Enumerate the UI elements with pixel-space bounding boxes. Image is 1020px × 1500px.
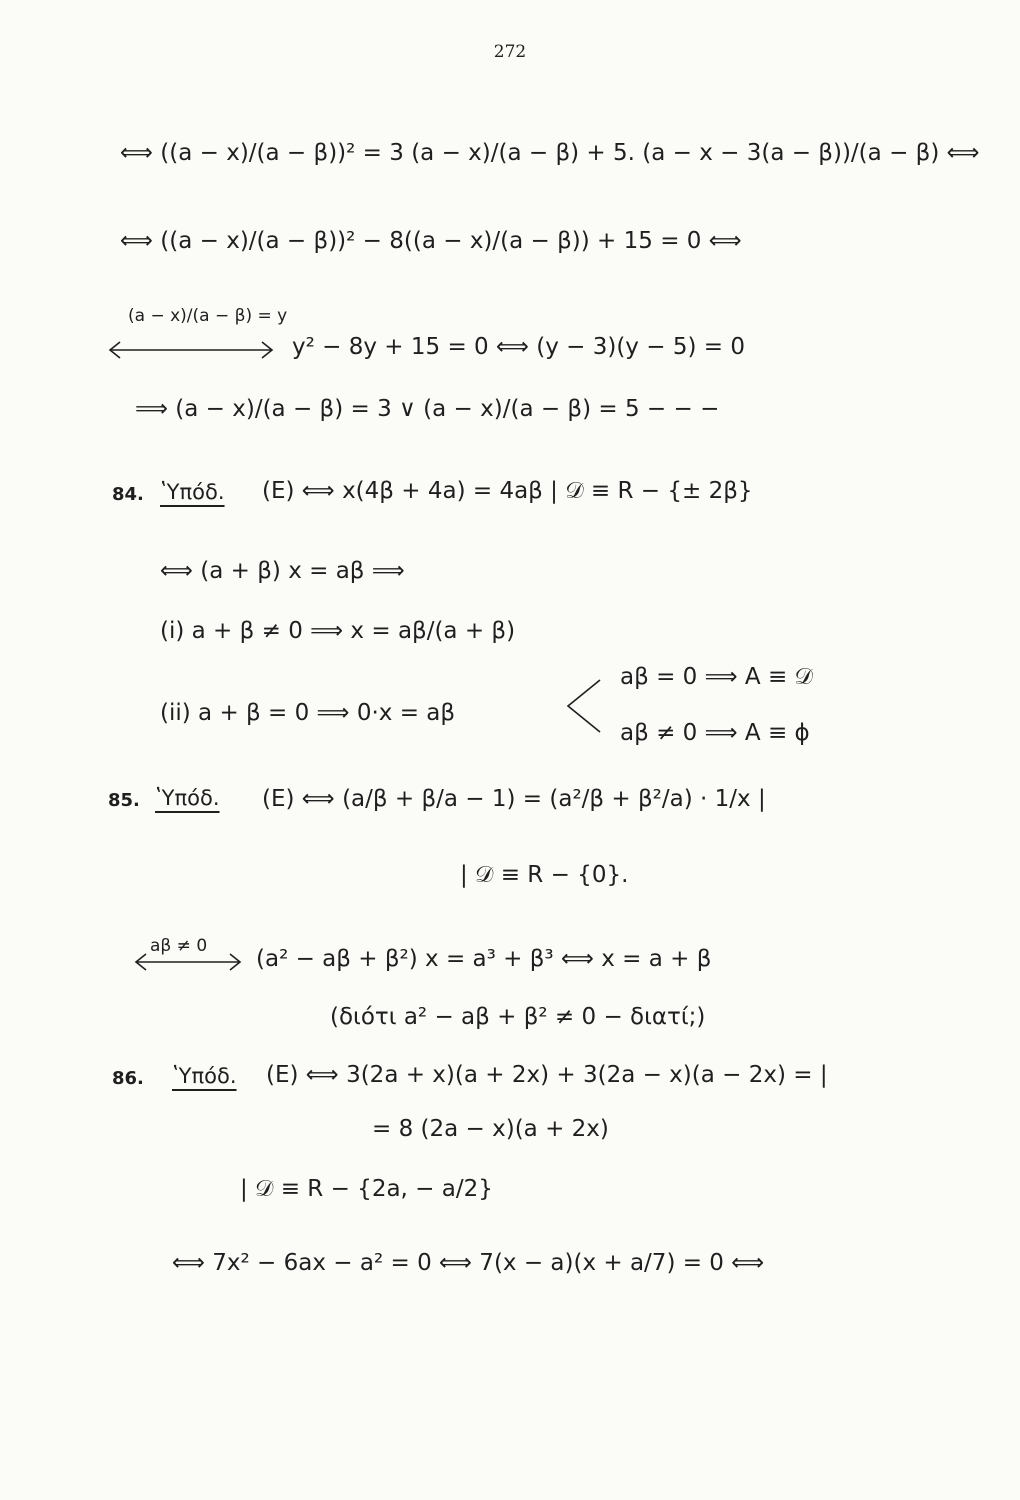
exercise-86-domain: | 𝒟 ≡ R − {2a, − a/2} — [240, 1176, 493, 1202]
equation-line-4: ⟹ (a − x)/(a − β) = 3 ∨ (a − x)/(a − β) = 5 − − − — [135, 396, 720, 422]
exercise-86-line-4: ⟺ 7x² − 6ax − a² = 0 ⟺ 7(x − a)(x + a/7) = 0 ⟺ — [172, 1250, 765, 1276]
exercise-84-line-2: ⟺ (a + β) x = aβ ⟹ — [160, 558, 405, 584]
exercise-84-number: 84. — [112, 484, 144, 505]
exercise-85-line-4: (διότι a² − aβ + β² ≠ 0 − διατί;) — [330, 1004, 706, 1030]
equation-line-3: y² − 8y + 15 = 0 ⟺ (y − 3)(y − 5) = 0 — [292, 334, 745, 360]
equation-line-2: ⟺ ((a − x)/(a − β))² − 8((a − x)/(a − β)) + 15 = 0 ⟺ — [120, 228, 742, 254]
exercise-86-hint: ʽΥπόδ. — [172, 1064, 237, 1088]
exercise-84-case-ii-b: aβ ≠ 0 ⟹ A ≡ ϕ — [620, 720, 810, 746]
exercise-84-equation: (E) ⟺ x(4β + 4a) = 4aβ | 𝒟 ≡ R − {± 2β} — [262, 478, 753, 504]
exercise-86-number: 86. — [112, 1068, 144, 1089]
exercise-85-domain: | 𝒟 ≡ R − {0}. — [460, 862, 629, 888]
exercise-84-case-ii-a: aβ = 0 ⟹ A ≡ 𝒟 — [620, 664, 813, 690]
exercise-86-line-2: = 8 (2a − x)(a + 2x) — [372, 1116, 609, 1142]
exercise-84-case-ii: (ii) a + β = 0 ⟹ 0·x = aβ — [160, 700, 456, 726]
exercise-84-case-i: (i) a + β ≠ 0 ⟹ x = aβ/(a + β) — [160, 618, 516, 644]
equation-line-1: ⟺ ((a − x)/(a − β))² = 3 (a − x)/(a − β) + 5. (a − x − 3(a − β))/(a − β) ⟺ — [120, 140, 980, 166]
condition-label: aβ ≠ 0 — [150, 936, 208, 956]
page-number: 272 — [493, 42, 527, 62]
exercise-84-hint: ʽΥπόδ. — [160, 480, 225, 504]
substitution-label: (a − x)/(a − β) = y — [128, 306, 288, 326]
exercise-85-equation: (E) ⟺ (a/β + β/a − 1) = (a²/β + β²/a) · 1/x | — [262, 786, 766, 812]
exercise-86-equation: (E) ⟺ 3(2a + x)(a + 2x) + 3(2a − x)(a − 2x) = | — [266, 1062, 828, 1088]
exercise-85-number: 85. — [108, 790, 140, 811]
exercise-85-hint: ʽΥπόδ. — [155, 786, 220, 810]
exercise-85-line-3: (a² − aβ + β²) x = a³ + β³ ⟺ x = a + β — [256, 946, 712, 972]
